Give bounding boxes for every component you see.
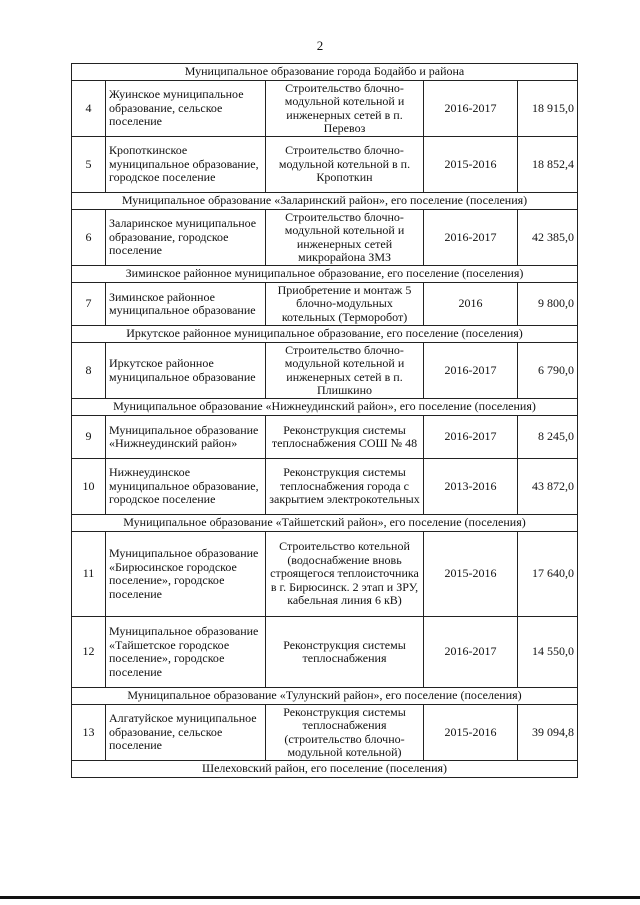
section-row <box>72 515 578 532</box>
row-number: 6 <box>72 210 106 266</box>
section-title: Шелеховский район, его поселение (поселения) <box>72 761 578 778</box>
table-row <box>72 81 578 137</box>
table-row <box>72 459 578 515</box>
period-cell: 2016-2017 <box>424 343 518 399</box>
amount-cell: 43 872,0 <box>518 459 578 515</box>
amount-cell: 42 385,0 <box>518 210 578 266</box>
table-row <box>72 416 578 459</box>
amount-cell: 6 790,0 <box>518 343 578 399</box>
period-cell: 2013-2016 <box>424 459 518 515</box>
section-row <box>72 399 578 416</box>
table-row <box>72 617 578 688</box>
table-row <box>72 210 578 266</box>
work-description-cell: Реконструкция системы теплоснабжения (строительство блочно-модульной котельной) <box>266 705 424 761</box>
section-row <box>72 326 578 343</box>
section-title: Зиминское районное муниципальное образование, его поселение (поселения) <box>72 266 578 283</box>
amount-cell: 18 915,0 <box>518 81 578 137</box>
row-number: 11 <box>72 532 106 617</box>
period-cell: 2015-2016 <box>424 705 518 761</box>
municipality-cell: Муниципальное образование «Нижнеудинский район» <box>106 416 266 459</box>
row-number: 12 <box>72 617 106 688</box>
amount-cell: 8 245,0 <box>518 416 578 459</box>
work-description-cell: Строительство блочно-модульной котельной и инженерных сетей в п. Плишкино <box>266 343 424 399</box>
table-row <box>72 283 578 326</box>
section-row <box>72 193 578 210</box>
section-title: Муниципальное образование города Бодайбо и района <box>72 64 578 81</box>
municipality-cell: Кропоткинское муниципальное образование, городское поселение <box>106 137 266 193</box>
section-row <box>72 761 578 778</box>
period-cell: 2016-2017 <box>424 416 518 459</box>
section-title: Муниципальное образование «Тайшетский район», его поселение (поселения) <box>72 515 578 532</box>
row-number: 9 <box>72 416 106 459</box>
row-number: 10 <box>72 459 106 515</box>
municipality-cell: Алгатуйское муниципальное образование, сельское поселение <box>106 705 266 761</box>
section-title: Муниципальное образование «Нижнеудинский район», его поселение (поселения) <box>72 399 578 416</box>
work-description-cell: Реконструкция системы теплоснабжения СОШ № 48 <box>266 416 424 459</box>
program-table <box>71 63 578 778</box>
section-title: Муниципальное образование «Заларинский район», его поселение (поселения) <box>72 193 578 210</box>
amount-cell: 14 550,0 <box>518 617 578 688</box>
amount-cell: 39 094,8 <box>518 705 578 761</box>
section-row <box>72 688 578 705</box>
amount-cell: 18 852,4 <box>518 137 578 193</box>
table-row <box>72 343 578 399</box>
municipality-cell: Жуинское муниципальное образование, сельское поселение <box>106 81 266 137</box>
period-cell: 2016-2017 <box>424 210 518 266</box>
program-table-body <box>72 64 578 778</box>
row-number: 4 <box>72 81 106 137</box>
period-cell: 2015-2016 <box>424 532 518 617</box>
work-description-cell: Строительство блочно-модульной котельной и инженерных сетей в п. Перевоз <box>266 81 424 137</box>
work-description-cell: Реконструкция системы теплоснабжения города с закрытием электрокотельных <box>266 459 424 515</box>
municipality-cell: Заларинское муниципальное образование, городское поселение <box>106 210 266 266</box>
work-description-cell: Строительство блочно-модульной котельной в п. Кропоткин <box>266 137 424 193</box>
period-cell: 2016-2017 <box>424 617 518 688</box>
table-row <box>72 137 578 193</box>
work-description-cell: Строительство котельной (водоснабжение вновь строящегося теплоисточника в г. Бирюсинск. 2 этап и ЗРУ, кабельная линия 6 кВ) <box>266 532 424 617</box>
municipality-cell: Нижнеудинское муниципальное образование, городское поселение <box>106 459 266 515</box>
section-title: Иркутское районное муниципальное образование, его поселение (поселения) <box>72 326 578 343</box>
period-cell: 2016 <box>424 283 518 326</box>
page-number: 2 <box>316 38 324 53</box>
row-number: 13 <box>72 705 106 761</box>
period-cell: 2016-2017 <box>424 81 518 137</box>
municipality-cell: Муниципальное образование «Тайшетское городское поселение», городское поселение <box>106 617 266 688</box>
row-number: 5 <box>72 137 106 193</box>
section-row <box>72 266 578 283</box>
work-description-cell: Строительство блочно-модульной котельной и инженерных сетей микрорайона ЗМЗ <box>266 210 424 266</box>
row-number: 8 <box>72 343 106 399</box>
section-row <box>72 64 578 81</box>
table-row <box>72 532 578 617</box>
municipality-cell: Зиминское районное муниципальное образование <box>106 283 266 326</box>
amount-cell: 9 800,0 <box>518 283 578 326</box>
amount-cell: 17 640,0 <box>518 532 578 617</box>
row-number: 7 <box>72 283 106 326</box>
work-description-cell: Реконструкция системы теплоснабжения <box>266 617 424 688</box>
period-cell: 2015-2016 <box>424 137 518 193</box>
municipality-cell: Иркутское районное муниципальное образование <box>106 343 266 399</box>
table-row <box>72 705 578 761</box>
municipality-cell: Муниципальное образование «Бирюсинское городское поселение», городское поселение <box>106 532 266 617</box>
work-description-cell: Приобретение и монтаж 5 блочно-модульных котельных (Терморобот) <box>266 283 424 326</box>
bottom-rule <box>0 896 640 899</box>
section-title: Муниципальное образование «Тулунский район», его поселение (поселения) <box>72 688 578 705</box>
